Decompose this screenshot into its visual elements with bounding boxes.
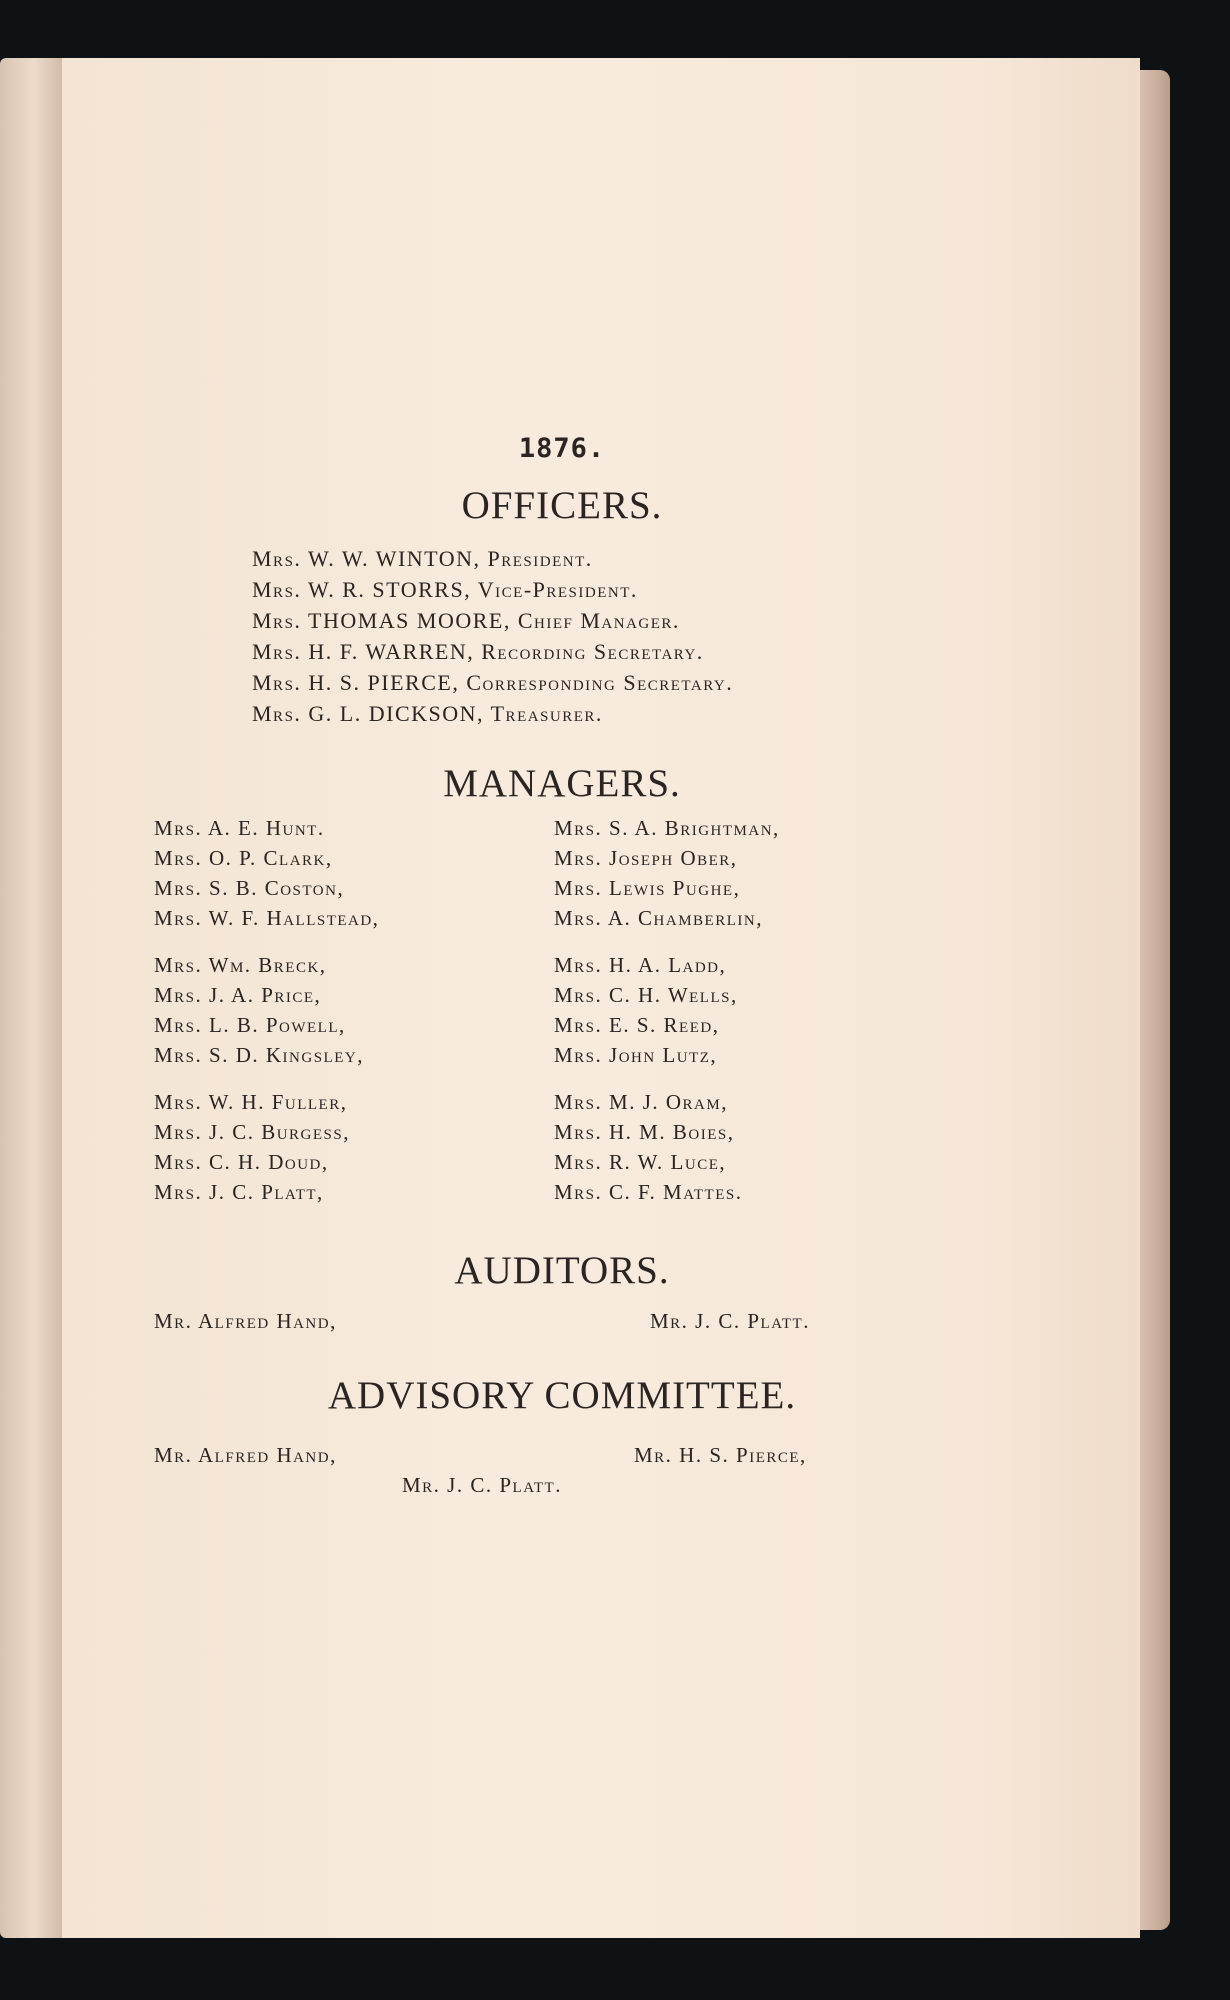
manager-group — [554, 813, 780, 933]
manager-name: Mrs. A. E. Hunt. — [154, 816, 325, 840]
auditor-name: Mr. J. C. Platt. — [650, 1309, 810, 1333]
officers-list — [252, 543, 733, 729]
manager-name: Mrs. O. P. Clark, — [154, 846, 333, 870]
manager-group — [554, 950, 780, 1070]
manager-name: Mrs. Lewis Pughe, — [554, 876, 741, 900]
managers-right-column — [554, 813, 780, 1224]
manager-name: Mrs. J. A. Price, — [154, 983, 322, 1007]
manager-name: Mrs. John Lutz, — [554, 1043, 718, 1067]
manager-name: Mrs. C. F. Mattes. — [554, 1180, 743, 1204]
manager-name: Mrs. S. A. Brightman, — [554, 816, 780, 840]
officer-line: Mrs. W. W. WINTON, President. — [252, 546, 593, 571]
manager-group — [554, 1087, 780, 1207]
manager-group — [154, 813, 379, 933]
manager-name: Mrs. Joseph Ober, — [554, 846, 738, 870]
page-edge — [1140, 70, 1170, 1930]
managers-left-column — [154, 813, 379, 1224]
officers-heading: OFFICERS. — [461, 484, 663, 527]
officer-line: Mrs. H. F. WARREN, Recording Secretary. — [252, 639, 704, 664]
manager-name: Mrs. J. C. Platt, — [154, 1180, 324, 1204]
manager-name: Mrs. M. J. Oram, — [554, 1090, 728, 1114]
advisory-committee-heading: ADVISORY COMMITTEE. — [327, 1374, 797, 1417]
officer-line: Mrs. G. L. DICKSON, Treasurer. — [252, 701, 603, 726]
manager-name: Mrs. E. S. Reed, — [554, 1013, 720, 1037]
manager-name: Mrs. S. B. Coston, — [154, 876, 345, 900]
book-spine — [0, 58, 62, 1938]
book-page — [62, 58, 1140, 1938]
manager-name: Mrs. S. D. Kingsley, — [154, 1043, 364, 1067]
manager-name: Mrs. W. H. Fuller, — [154, 1090, 348, 1114]
manager-group — [154, 1087, 379, 1207]
year-heading: 1876. — [518, 433, 606, 464]
manager-group — [154, 950, 379, 1070]
advisory-member: Mr. Alfred Hand, — [154, 1443, 337, 1467]
officer-line: Mrs. W. R. STORRS, Vice-President. — [252, 577, 638, 602]
manager-name: Mrs. H. A. Ladd, — [554, 953, 727, 977]
manager-name: Mrs. W. F. Hallstead, — [154, 906, 380, 930]
managers-heading: MANAGERS. — [443, 762, 681, 805]
manager-name: Mrs. C. H. Doud, — [154, 1150, 329, 1174]
manager-name: Mrs. C. H. Wells, — [554, 983, 738, 1007]
advisory-member: Mr. J. C. Platt. — [402, 1473, 562, 1497]
manager-name: Mrs. A. Chamberlin, — [554, 906, 763, 930]
auditor-name: Mr. Alfred Hand, — [154, 1309, 337, 1333]
manager-name: Mrs. J. C. Burgess, — [154, 1120, 350, 1144]
auditors-heading: AUDITORS. — [454, 1249, 670, 1292]
advisory-member: Mr. H. S. Pierce, — [634, 1443, 807, 1467]
manager-name: Mrs. R. W. Luce, — [554, 1150, 727, 1174]
manager-name: Mrs. Wm. Breck, — [154, 953, 327, 977]
manager-name: Mrs. H. M. Boies, — [554, 1120, 735, 1144]
manager-name: Mrs. L. B. Powell, — [154, 1013, 346, 1037]
officer-line: Mrs. H. S. PIERCE, Corresponding Secretary. — [252, 670, 734, 695]
officer-line: Mrs. THOMAS MOORE, Chief Manager. — [252, 608, 680, 633]
